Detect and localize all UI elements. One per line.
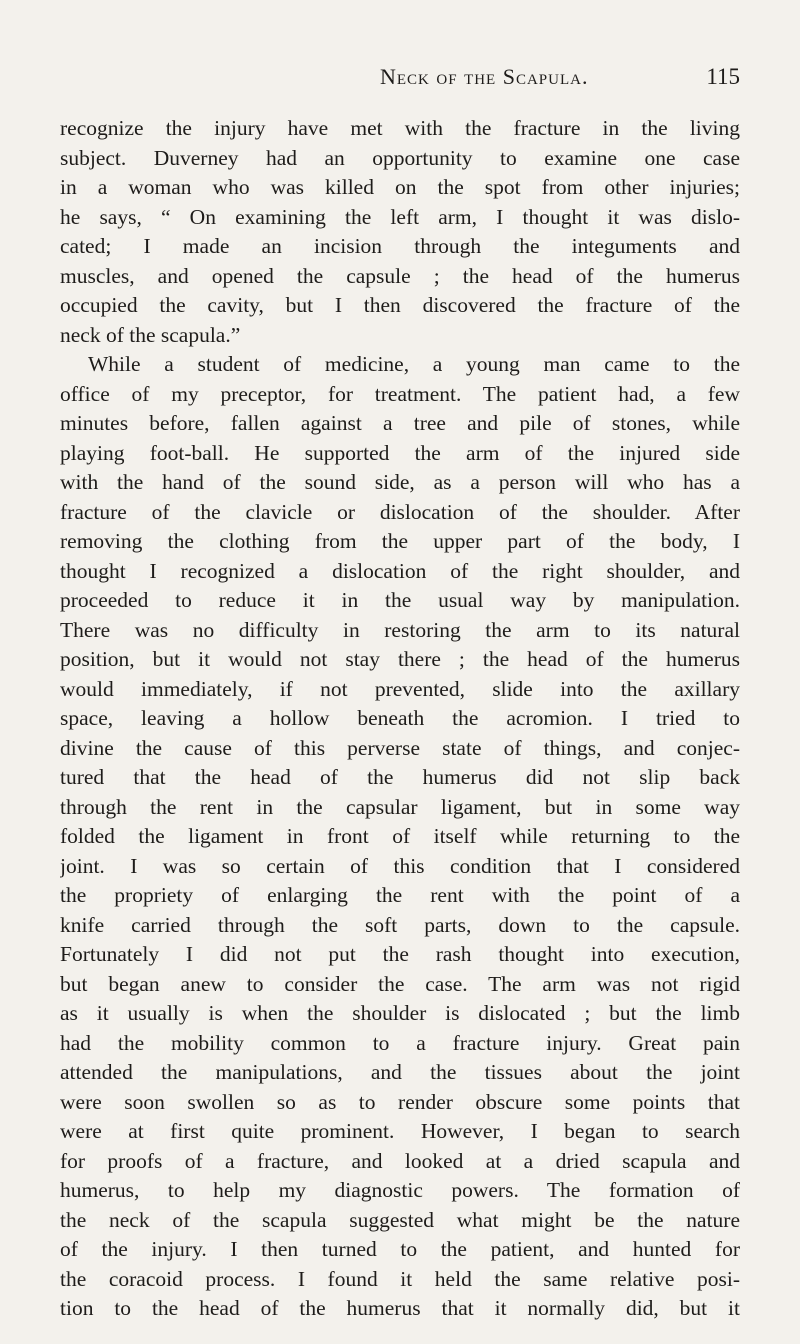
text-line: office of my preceptor, for treatment. The patient had, a few — [60, 381, 740, 406]
running-head — [60, 64, 740, 100]
text-line: attended the manipulations, and the tissues about the joint — [60, 1060, 740, 1084]
text-line: the coracoid process. I found it held the same relative posi- — [60, 1266, 740, 1291]
text-line: divine the cause of this perverse state of things, and conjec- — [60, 735, 740, 760]
text-line: neck of the scapula.” — [60, 322, 241, 347]
text-line: tured that the head of the humerus did not slip back — [60, 765, 740, 789]
text-line: There was no difficulty in restoring the arm to its natural — [60, 617, 740, 642]
text-line: for proofs of a fracture, and looked at a dried scapula and — [60, 1148, 740, 1173]
text-line: thought I recognized a dislocation of the right shoulder, and — [60, 558, 740, 583]
text-line: had the mobility common to a fracture injury. Great pain — [60, 1030, 740, 1055]
body-text — [60, 114, 740, 1324]
text-line: as it usually is when the shoulder is dislocated ; but the limb — [60, 1001, 740, 1025]
text-line: joint. I was so certain of this condition that I considered — [60, 853, 740, 878]
text-line: were at first quite prominent. However, I began to search — [60, 1119, 740, 1143]
text-line: muscles, and opened the capsule ; the head of the humerus — [60, 263, 740, 288]
text-line: with the hand of the sound side, as a person will who has a — [60, 470, 740, 494]
text-line: folded the ligament in front of itself while returning to the — [60, 824, 740, 848]
text-line: minutes before, fallen against a tree and pile of stones, while — [60, 411, 740, 435]
text-line: tion to the head of the humerus that it normally did, but it — [60, 1296, 740, 1320]
text-line: subject. Duverney had an opportunity to examine one case — [60, 145, 740, 170]
text-line: but began anew to consider the case. The arm was not rigid — [60, 971, 740, 996]
text-line: recognize the injury have met with the fracture in the living — [60, 116, 740, 140]
text-line: space, leaving a hollow beneath the acromion. I tried to — [60, 706, 740, 730]
text-line: would immediately, if not prevented, slide into the axillary — [60, 676, 740, 701]
text-line: fracture of the clavicle or dislocation of the shoulder. After — [60, 499, 740, 524]
text-line: of the injury. I then turned to the patient, and hunted for — [60, 1237, 740, 1261]
text-line: the neck of the scapula suggested what might be the nature — [60, 1207, 740, 1232]
text-line: the propriety of enlarging the rent with the point of a — [60, 883, 740, 907]
text-line: position, but it would not stay there ; the head of the humerus — [60, 647, 740, 671]
text-line: playing foot-ball. He supported the arm of the injured side — [60, 440, 740, 465]
text-line: through the rent in the capsular ligament, but in some way — [60, 794, 740, 819]
page-number: 115 — [706, 64, 740, 89]
text-line: Fortunately I did not put the rash thought into execution, — [60, 942, 740, 966]
running-head-title: Neck of the Scapula. — [380, 64, 589, 89]
text-line: occupied the cavity, but I then discovered the fracture of the — [60, 293, 740, 317]
text-line: humerus, to help my diagnostic powers. The formation of — [60, 1178, 740, 1202]
text-line: proceeded to reduce it in the usual way by manipulation. — [60, 588, 740, 612]
text-line: he says, “ On examining the left arm, I thought it was dislo- — [60, 204, 740, 229]
text-line: in a woman who was killed on the spot from other injuries; — [60, 175, 740, 199]
text-line: cated; I made an incision through the integuments and — [60, 234, 740, 258]
text-line: were soon swollen so as to render obscure some points that — [60, 1089, 740, 1114]
text-line: removing the clothing from the upper part of the body, I — [60, 529, 740, 553]
paragraph-start-line: While a student of medicine, a young man came to the — [88, 352, 740, 376]
text-line: knife carried through the soft parts, down to the capsule. — [60, 912, 740, 937]
